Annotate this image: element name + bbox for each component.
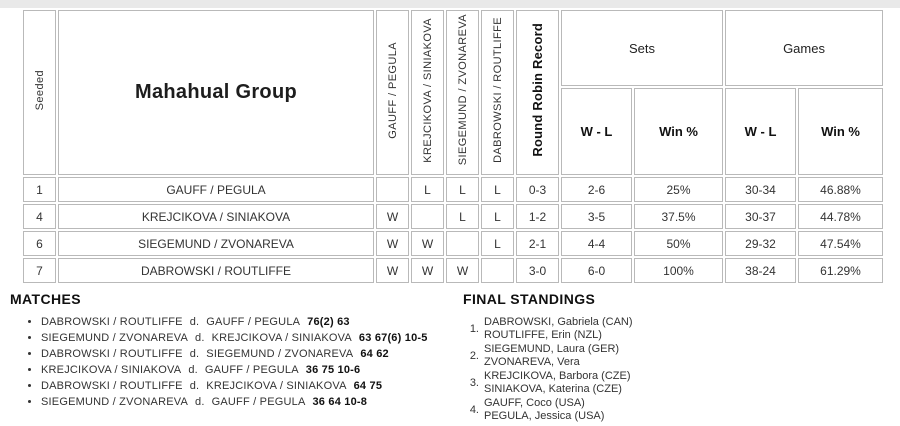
standings-rank: 1. <box>469 323 479 335</box>
seeded-header-cell <box>23 10 56 175</box>
defeated-label: d. <box>195 332 205 344</box>
result-cell: L <box>481 204 514 229</box>
match-loser: GAUFF / PEGULA <box>211 396 306 408</box>
group-header-cell <box>58 10 374 175</box>
sets-winpct-cell: 50% <box>634 231 723 256</box>
defeated-label: d. <box>188 364 198 376</box>
result-cell-self <box>411 204 444 229</box>
opponent-label: SIEGEMUND / ZVONAREVA <box>456 14 469 166</box>
header-row-1 <box>23 10 883 86</box>
match-score: 63 67(6) 10-5 <box>358 332 428 344</box>
standings-item <box>463 397 883 423</box>
result-cell: W <box>446 258 479 283</box>
defeated-label: d. <box>195 396 205 408</box>
seed-cell: 7 <box>23 258 56 283</box>
sets-winpct-cell: 37.5% <box>634 204 723 229</box>
result-cell: L <box>411 177 444 202</box>
standings-player-1: SIEGEMUND, Laura (GER) <box>484 343 620 355</box>
standings-team <box>484 397 604 423</box>
standings-rank: 2. <box>469 350 479 362</box>
seed-cell: 6 <box>23 231 56 256</box>
opponent-label: KREJCIKOVA / SINIAKOVA <box>421 17 434 163</box>
opponent-header-dabrowski-routliffe <box>481 10 514 175</box>
record-cell: 0-3 <box>516 177 559 202</box>
result-cell: L <box>481 177 514 202</box>
games-winpct-cell: 47.54% <box>798 231 883 256</box>
team-cell: SIEGEMUND / ZVONAREVA <box>58 231 374 256</box>
match-winner: SIEGEMUND / ZVONAREVA <box>41 396 189 408</box>
result-cell-self <box>376 177 409 202</box>
final-standings-heading: FINAL STANDINGS <box>463 291 596 307</box>
result-cell: W <box>376 258 409 283</box>
sets-wl-cell: 4-4 <box>561 231 632 256</box>
match-winner: DABROWSKI / ROUTLIFFE <box>41 380 183 392</box>
sets-header: Sets <box>561 10 723 86</box>
games-wl-cell: 30-34 <box>725 177 796 202</box>
opponent-header-siegemund-zvonareva <box>446 10 479 175</box>
record-cell: 3-0 <box>516 258 559 283</box>
standings-player-2: ROUTLIFFE, Erin (NZL) <box>484 329 602 341</box>
result-cell: W <box>376 204 409 229</box>
round-robin-record-header <box>516 10 559 175</box>
standings-rank: 4. <box>469 404 479 416</box>
games-wl-cell: 29-32 <box>725 231 796 256</box>
sets-wl-cell: 6-0 <box>561 258 632 283</box>
table-row-krejcikova-siniakova <box>23 204 883 229</box>
match-item <box>41 348 455 360</box>
match-item <box>41 332 455 344</box>
match-score: 64 62 <box>360 348 389 360</box>
standings-player-1: DABROWSKI, Gabriela (CAN) <box>484 316 633 328</box>
result-cell: W <box>376 231 409 256</box>
match-item <box>41 380 455 392</box>
record-cell: 1-2 <box>516 204 559 229</box>
opponent-label: GAUFF / PEGULA <box>386 41 399 139</box>
match-score: 36 75 10-6 <box>305 364 361 376</box>
standings-team <box>484 370 631 396</box>
match-item <box>41 316 455 328</box>
standings-item <box>463 316 883 342</box>
result-cell-self <box>446 231 479 256</box>
match-score: 36 64 10-8 <box>312 396 368 408</box>
games-wl-header: W - L <box>725 88 796 175</box>
record-cell: 2-1 <box>516 231 559 256</box>
standings-list <box>463 316 883 423</box>
standings-player-2: SINIAKOVA, Katerina (CZE) <box>484 383 622 395</box>
standings-player-2: PEGULA, Jessica (USA) <box>484 410 605 422</box>
opponent-header-krejcikova-siniakova <box>411 10 444 175</box>
matches-heading: MATCHES <box>10 291 81 307</box>
standings-team <box>484 343 619 369</box>
seed-cell: 4 <box>23 204 56 229</box>
table-row-siegemund-zvonareva <box>23 231 883 256</box>
match-loser: GAUFF / PEGULA <box>204 364 299 376</box>
games-wl-cell: 30-37 <box>725 204 796 229</box>
match-winner: KREJCIKOVA / SINIAKOVA <box>41 364 182 376</box>
match-loser: SIEGEMUND / ZVONAREVA <box>206 348 354 360</box>
games-winpct-cell: 61.29% <box>798 258 883 283</box>
defeated-label: d. <box>189 380 200 392</box>
games-winpct-cell: 44.78% <box>798 204 883 229</box>
games-wl-cell: 38-24 <box>725 258 796 283</box>
matches-list <box>41 316 455 408</box>
match-winner: DABROWSKI / ROUTLIFFE <box>41 316 183 328</box>
sets-wl-cell: 2-6 <box>561 177 632 202</box>
sets-wl-header: W - L <box>561 88 632 175</box>
round-robin-record-label: Round Robin Record <box>530 23 545 157</box>
opponent-header-gauff-pegula <box>376 10 409 175</box>
result-cell: L <box>446 204 479 229</box>
match-winner: SIEGEMUND / ZVONAREVA <box>41 332 189 344</box>
standings-team <box>484 316 633 342</box>
match-winner: DABROWSKI / ROUTLIFFE <box>41 348 183 360</box>
table-row-dabrowski-routliffe <box>23 258 883 283</box>
sets-wl-cell: 3-5 <box>561 204 632 229</box>
page-top-strip <box>0 0 900 8</box>
standings-player-1: KREJCIKOVA, Barbora (CZE) <box>484 370 631 382</box>
match-score: 64 75 <box>353 380 383 392</box>
games-winpct-cell: 46.88% <box>798 177 883 202</box>
team-cell: KREJCIKOVA / SINIAKOVA <box>58 204 374 229</box>
sets-winpct-cell: 100% <box>634 258 723 283</box>
seeded-label: Seeded <box>33 69 46 111</box>
match-score: 76(2) 63 <box>307 316 350 328</box>
result-cell-self <box>481 258 514 283</box>
defeated-label: d. <box>189 316 200 328</box>
opponent-label: DABROWSKI / ROUTLIFFE <box>491 17 504 163</box>
match-loser: GAUFF / PEGULA <box>206 316 301 328</box>
games-winpct-header: Win % <box>798 88 883 175</box>
standings-item <box>463 370 883 396</box>
sets-winpct-header: Win % <box>634 88 723 175</box>
standings-player-1: GAUFF, Coco (USA) <box>484 397 585 409</box>
standings-item <box>463 343 883 369</box>
team-cell: GAUFF / PEGULA <box>58 177 374 202</box>
group-name: Mahahual Group <box>135 81 297 103</box>
final-standings-section <box>463 291 883 423</box>
round-robin-table <box>21 8 885 285</box>
games-header: Games <box>725 10 883 86</box>
defeated-label: d. <box>189 348 200 360</box>
table-row-gauff-pegula <box>23 177 883 202</box>
match-loser: KREJCIKOVA / SINIAKOVA <box>211 332 352 344</box>
result-cell: L <box>481 231 514 256</box>
seed-cell: 1 <box>23 177 56 202</box>
result-cell: W <box>411 231 444 256</box>
result-cell: W <box>411 258 444 283</box>
match-item <box>41 396 455 408</box>
sets-winpct-cell: 25% <box>634 177 723 202</box>
matches-section <box>10 291 455 412</box>
team-cell: DABROWSKI / ROUTLIFFE <box>58 258 374 283</box>
result-cell: L <box>446 177 479 202</box>
match-loser: KREJCIKOVA / SINIAKOVA <box>206 380 347 392</box>
match-item <box>41 364 455 376</box>
standings-rank: 3. <box>469 377 479 389</box>
standings-player-2: ZVONAREVA, Vera <box>484 356 580 368</box>
